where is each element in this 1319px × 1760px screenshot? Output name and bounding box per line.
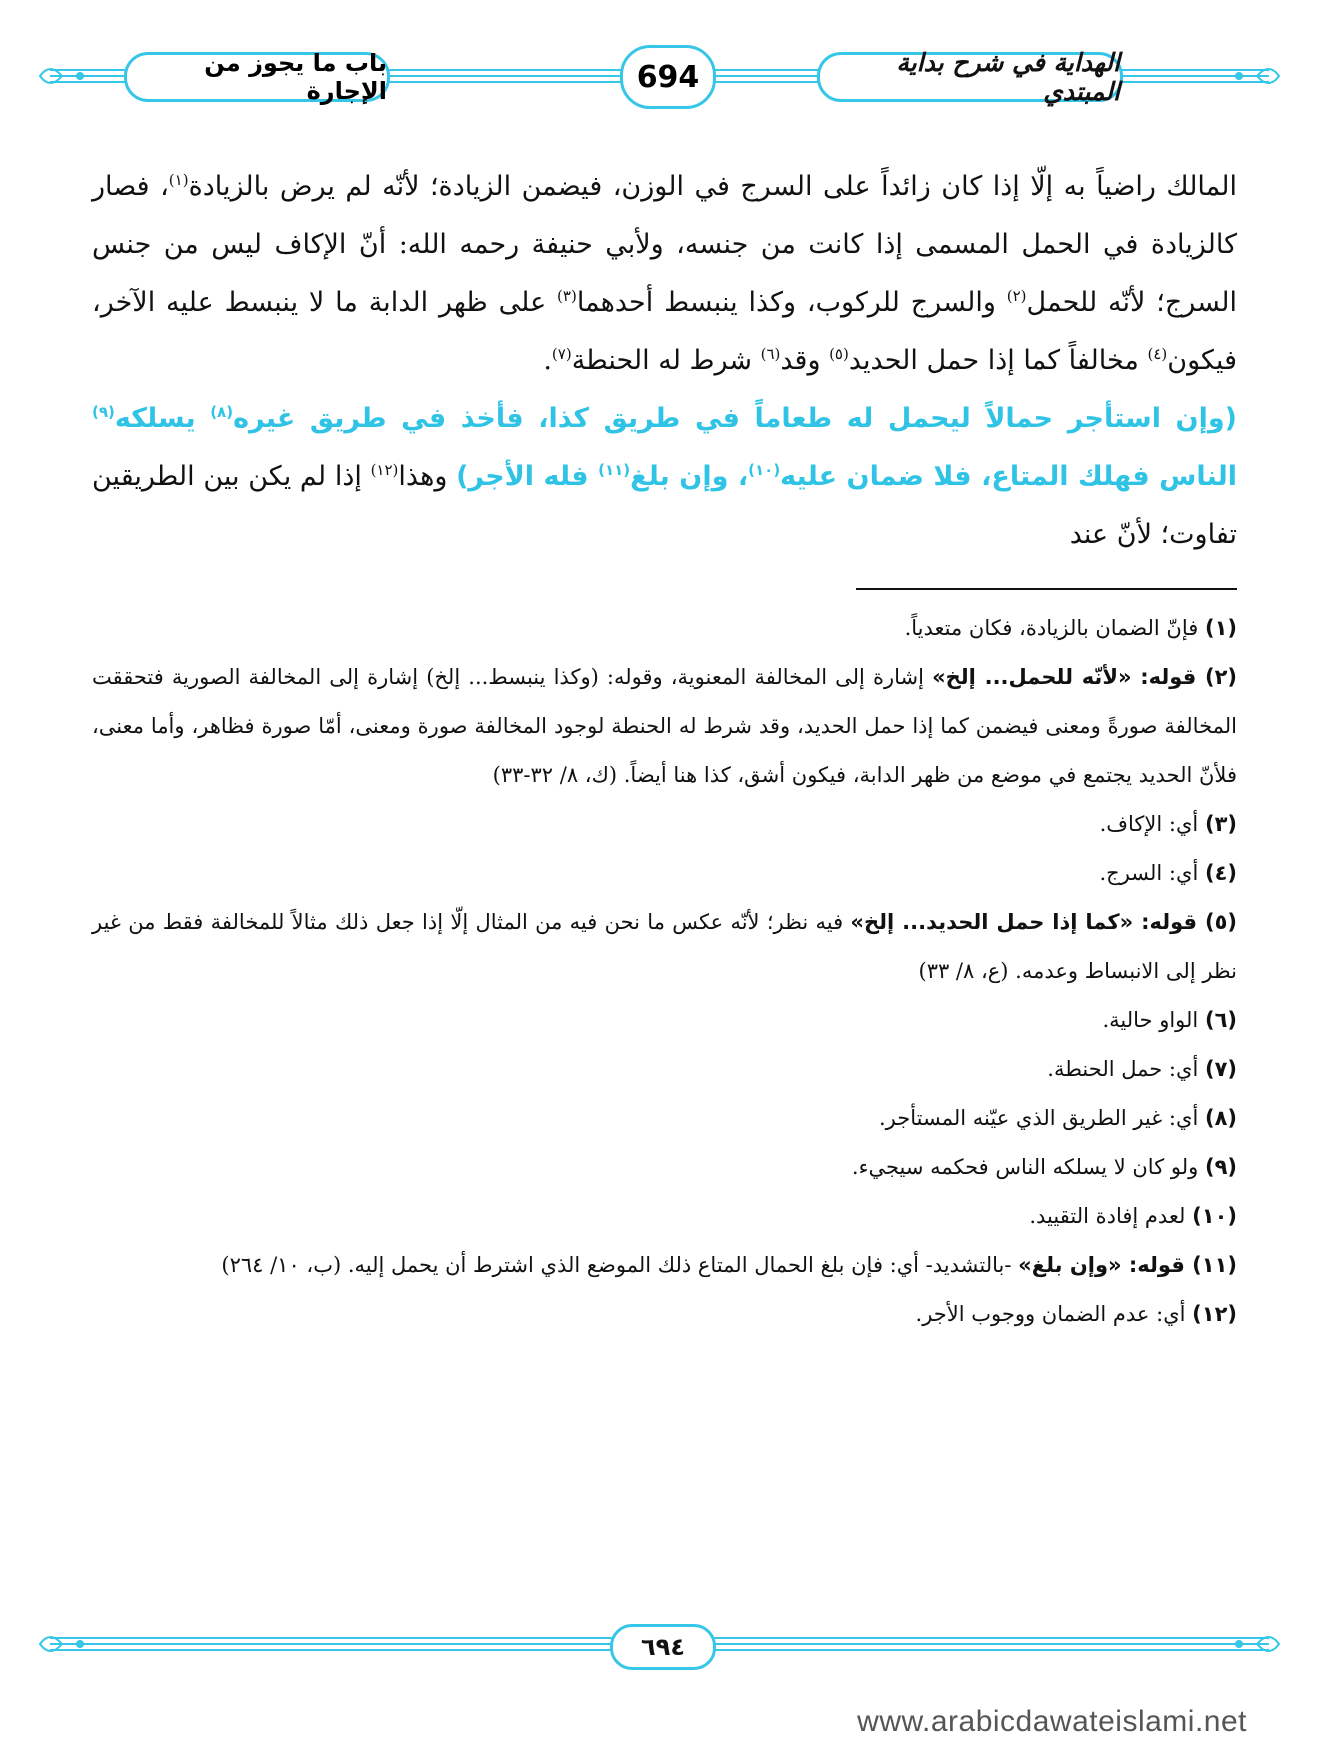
footnote-separator (856, 588, 1237, 590)
footnote-5 (92, 898, 1237, 996)
footnotes (92, 604, 1237, 1339)
highlighted-matn: الناس فهلك المتاع، فلا ضمان عليه (780, 461, 1237, 492)
paragraph-2 (92, 390, 1237, 564)
page-header (0, 40, 1319, 130)
footnote-1 (92, 604, 1237, 653)
footnote-text: إشارة إلى المخالفة المعنوية، وقوله: (وكذا ينبسط... إلخ) إشارة إلى المخالفة الصورية فتحققت المخالفة صورةً ومعنى فيضمن كما إذا حمل الحديد، وقد شرط له الحنطة لوجود المخالفة صورة ومعنى، أمّا صورة فظاهر، وأما معنى، فلأنّ الحديد يجتمع في موضع من ظهر الدابة، فيكون أشق، كذا هنا أيضاً. (ك، ٨/ ٣٢-٣٣) (92, 665, 1237, 787)
footnote-number: (١٢) (1192, 1302, 1237, 1326)
footnote-number: (٤) (1204, 861, 1237, 885)
footnote-ref: (٦) (760, 345, 781, 363)
footnote-3 (92, 800, 1237, 849)
highlighted-matn: ، وإن بلغ (630, 461, 749, 492)
website-watermark: www.arabicdawateislami.net (857, 1705, 1247, 1738)
footnote-7 (92, 1045, 1237, 1094)
footnote-number: (٥) (1204, 910, 1237, 934)
footnote-text: الواو حالية. (1102, 1008, 1205, 1032)
footnote-number: (٢) (1204, 665, 1237, 689)
highlighted-matn: (وإن استأجر حمالاً ليحمل له طعاماً في طريق كذا، فأخذ في طريق غيره (233, 403, 1237, 434)
footnote-ref: (٢) (1006, 287, 1027, 305)
page-number: 694 (620, 45, 716, 109)
footnote-number: (٩) (1204, 1155, 1237, 1179)
text-run: على ظهر الدابة ما لا ينبسط عليه الآخر، فيكون (92, 287, 1237, 376)
footnote-4 (92, 849, 1237, 898)
footnote-ref: (١١) (598, 461, 631, 479)
footnote-text: أي: عدم الضمان ووجوب الأجر. (915, 1302, 1193, 1326)
text-run: مخالفاً كما إذا حمل الحديد (848, 345, 1148, 376)
footnote-number: (٨) (1204, 1106, 1237, 1130)
footnote-text: أي: حمل الحنطة. (1047, 1057, 1205, 1081)
footnote-text: أي: الإكاف. (1099, 812, 1205, 836)
text-run: وقد (780, 345, 830, 376)
footnote-text: ولو كان لا يسلكه الناس فحكمه سيجيء. (851, 1155, 1205, 1179)
footnote-text: فيه نظر؛ لأنّه عكس ما نحن فيه من المثال إلّا إذا جعل ذلك مثالاً للمخالفة فقط من غير نظر إلى الانبساط وعدمه. (ع، ٨/ ٣٣) (92, 910, 1237, 983)
text-run: . (543, 345, 552, 376)
footnote-10 (92, 1192, 1237, 1241)
page-footer (0, 1616, 1319, 1686)
footnote-number: (١) (1204, 616, 1237, 640)
footnote-9 (92, 1143, 1237, 1192)
footnote-ref: (٧) (551, 345, 572, 363)
chapter-title: باب ما يجوز من الإجارة (124, 52, 390, 102)
footnote-ref: (١) (168, 171, 189, 189)
text-run: ، فصار كالزيادة في الحمل المسمى إذا كانت من جنسه، ولأبي حنيفة رحمه الله: أنّ الإكاف ليس من جنس السرج؛ لأنّه للحمل (92, 171, 1237, 318)
highlighted-matn: يسلكه (114, 403, 211, 434)
footnote-lemma: قوله: «كما إذا حمل الحديد... إلخ» (850, 910, 1205, 934)
footnote-number: (١١) (1192, 1253, 1237, 1277)
footnote-lemma: قوله: «لأنّه للحمل... إلخ» (932, 665, 1205, 689)
footnote-ref: (٤) (1147, 345, 1168, 363)
footnote-12 (92, 1290, 1237, 1339)
footnote-ref: (١٢) (370, 461, 399, 479)
footnote-ref: (١٠) (748, 461, 781, 479)
paragraph-1 (92, 158, 1237, 390)
footnote-ref: (٩) (92, 403, 115, 421)
footnote-8 (92, 1094, 1237, 1143)
footnote-number: (١٠) (1192, 1204, 1237, 1228)
footnote-ref: (٥) (829, 345, 849, 363)
footnote-text: لعدم إفادة التقييد. (1029, 1204, 1193, 1228)
text-run: إذا لم يكن بين الطريقين تفاوت؛ لأنّ عند (92, 461, 1237, 550)
highlighted-matn: فله الأجر) (456, 461, 599, 492)
footnote-text: أي: السرج. (1099, 861, 1205, 885)
footnote-lemma: قوله: «وإن بلغ» (1018, 1253, 1193, 1277)
footnote-text: -بالتشديد- أي: فإن بلغ الحمال المتاع ذلك الموضع الذي اشترط أن يحمل إليه. (ب، ١٠/ ٢٦٤) (221, 1253, 1019, 1277)
footer-page-number: ٦٩٤ (610, 1624, 716, 1670)
text-run: والسرج للركوب، وكذا ينبسط أحدهما (576, 287, 1007, 318)
main-text (92, 158, 1237, 564)
text-run: شرط له الحنطة (571, 345, 761, 376)
footnote-11 (92, 1241, 1237, 1290)
footnote-number: (٦) (1204, 1008, 1237, 1032)
footnote-number: (٧) (1204, 1057, 1237, 1081)
footnote-ref: (٣) (557, 287, 577, 305)
text-run: المالك راضياً به إلّا إذا كان زائداً على السرج في الوزن، فيضمن الزيادة؛ لأنّه لم يرض بالزيادة (188, 171, 1237, 202)
book-title: الهداية في شرح بداية المبتدي (817, 52, 1123, 102)
footnote-text: أي: غير الطريق الذي عيّنه المستأجر. (879, 1106, 1205, 1130)
footnote-number: (٣) (1204, 812, 1237, 836)
footnote-ref: (٨) (210, 403, 234, 421)
footnote-6 (92, 996, 1237, 1045)
footnote-text: فإنّ الضمان بالزيادة، فكان متعدياً. (904, 616, 1205, 640)
footnote-2 (92, 653, 1237, 800)
text-run: وهذا (398, 461, 457, 492)
